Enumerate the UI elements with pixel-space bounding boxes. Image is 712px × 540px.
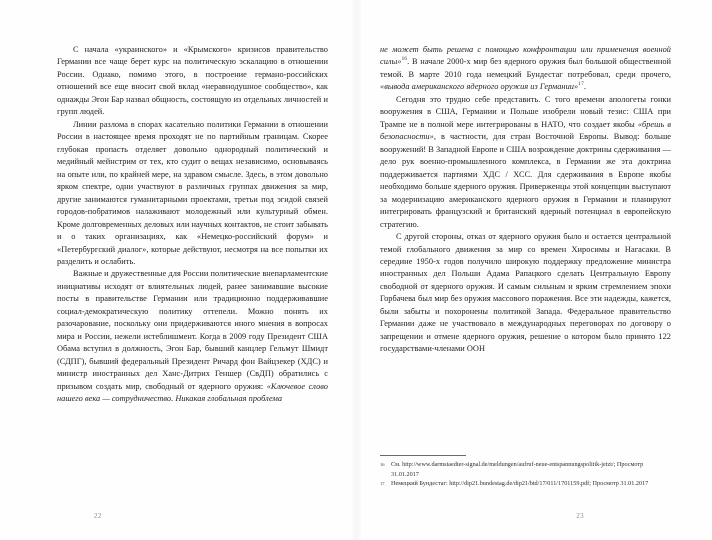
paragraph (380, 231, 671, 356)
footnote-zone (380, 455, 671, 488)
page-number-left: 22 (94, 512, 102, 520)
paragraph: Линии разлома в спорах касательно политики Германии в отношении России в настоящее время проходят не по партийным границам. Скорее глубокая пропасть отделяет довольно однородный политический и медийный мейнстрим от тех, кто судит о вещах независимо, основываясь на опыте или, по крайней мере, на здравом смысле. Здесь, в этом довольно ярком спектре, одни участвуют в различных группах движения за мир, другие занимаются гуманитарными проектами, третьи под эгидой связей городов-побратимов налаживают молодежный или культурный обмен. Кроме долговременных деловых или научных контактов, не стоит забывать и о таких организациях, как «Немецко-российский форум» и «Петербургский диалог», которые действуют, несмотря на все попытки их разделить и ослабить. (57, 119, 328, 266)
quoted-phrase: «брешь в безопасности» (380, 119, 671, 142)
paragraph (57, 268, 328, 405)
paragraph-text-after: , в частности, для стран Восточной Европы. Вывод: больше вооружений! В Западной Европе и США возрождение доктрины сдерживания — дело рук военно-промышленного комплекса, в Германии же эта доктрина поддерживается партиями ХДС / ХСС. Для сдерживания в Европе якобы необходимо больше ядерного оружия. Приверженцы этой концепции выступают за модернизацию американского ядерного оружия в Германии и планируют интегрировать французский и британский ядерный потенциал в европейскую стратегию. (380, 132, 671, 229)
footnote-marker-17[interactable]: 17 (578, 81, 584, 88)
footnote-item (380, 479, 671, 488)
paragraph-tail: . (583, 82, 586, 92)
quoted-phrase: «вывода американского ядерного оружия из Германии» (380, 82, 579, 92)
left-page-body (57, 44, 328, 406)
footnote-marker-16[interactable]: 16 (401, 56, 408, 63)
paragraph-text-before: Сегодня это трудно себе представить. С того времени апологеты гонки вооружения в США, Германии и Польше изобрели новый тезис: США при Трампе не в полной мере интегрированы в НАТО, что создает якобы (380, 94, 671, 129)
footnote-text: См. http://www.darmstaedter-signal.de/meldungen/aufruf-neue-entspannungspolitik-jetzt/; Просмотр 31.01.2017 (391, 461, 644, 478)
paragraph-text-before: С другой стороны, отказ от ядерного оружия было и остается центральной темой глобального движения за мир со времен Хиросимы и Нагасаки. В середине 1950-х годов получило широкую поддержку предложение министра иностранных дел Польши Адама Рапацкого сделать Центральную Европу свободной от ядерного оружия. И самым сильным и ярким стремлением эпохи Горбачева был мир без оружия массового поражения. Все эти надежды, кажется, были забыты и похоронены политикой Запада. Федеральное правительство Германии даже не участвовало в международных переговорах по договору о запрещении и отмене ядерного оружия, решение о котором было принято 122 государствами-членами ООН (380, 232, 671, 354)
paragraph-lead: . В начале 2000-х мир без ядерного оружия был большой общественной темой. В марте 2010 года немецкий Бундестаг потребовал, среди прочего, (380, 57, 671, 79)
paragraph-text: Важные и дружественные для России политические внепарламентские инициативы исходят от влиятельных людей, ранее занимавшие высокие посты в правительстве Германии или традиционно поддерживавшие социал-демократическую политику оттепели. Можно понять их разочарование, поскольку они придерживаются иного мнения в вопросах мира и России, нежели истеблишмент. Когда в 2009 году Президент США Обама вступил в должность, Эгон Бар, бывший канцлер Гельмут Шмидт (СДПГ), бывший федеральный Президент Ричард фон Вайцзекер (ХДС) и министр иностранных дел Ханс-Дитрих Геншер (СвДП) обратились с призывом создать мир, свободный от ядерного оружия: (57, 269, 328, 391)
paragraph (380, 94, 671, 231)
quote-head: не может быть решена с помощью конфронтации или применения военной силы» (380, 45, 671, 67)
footnote-item (380, 460, 671, 478)
quote-continuation: «Ключевое слово нашего века — сотрудничество. Никакая глобальная проблема (57, 381, 328, 404)
right-page-body (380, 44, 671, 356)
paragraph (380, 44, 671, 94)
footnote-text: Немецкий Бундестаг: http://dip21.bundestag.de/dip21/btd/17/011/1701159.pdf; Просмотр 31.01.2017 (391, 479, 649, 487)
paragraph: С начала «украинского» и «Крымского» кризисов правительство Германии все чаще берет курс на политическую эскалацию в отношении России. Однако, помимо этого, в построение германо-российских отношений все еще вносит свой вклад «неравнодушное сообщество», как однажды Эгон Бар назвал общность, состоящую из отдельных личностей и групп людей. (57, 45, 328, 117)
footnote-number: 17 (380, 480, 385, 486)
footnote-number: 16 (380, 462, 385, 468)
right-page (356, 0, 712, 540)
page-number-right: 23 (576, 512, 584, 520)
footnote-separator-rule (380, 455, 466, 456)
